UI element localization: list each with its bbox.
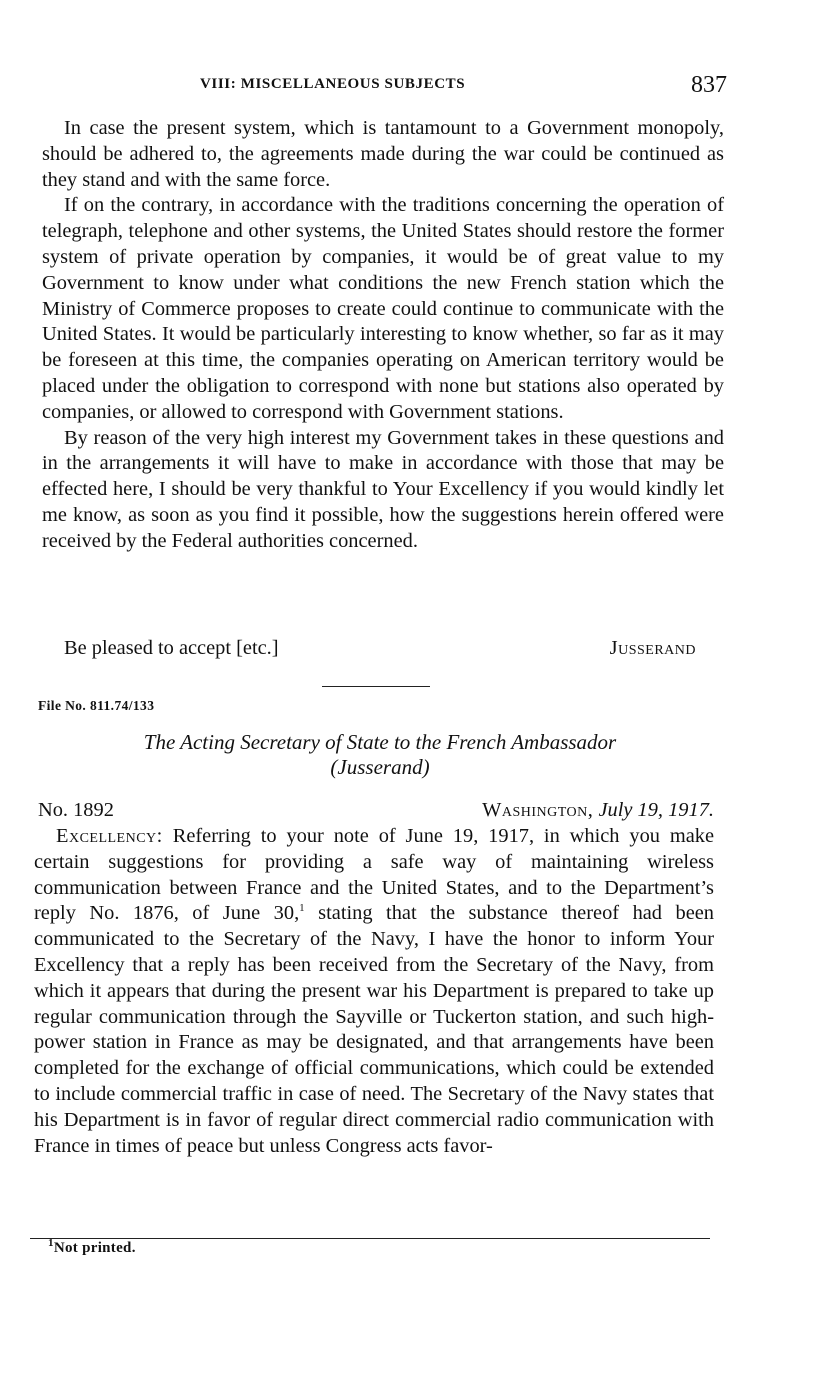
- note-body: [34, 824, 714, 1159]
- letter-body: [42, 116, 724, 555]
- document-title: [60, 730, 700, 780]
- body-text-part: stating that the substance thereof had been communicated to the Secretary of the Navy, I have the honor to inform Your Excellency that a reply has been received from the Secretary of the Navy, from which it appears that during the present war his Department is prepared to take up regular communication through the Sayville or Tuckerton station, and such high-power station in France as may be designated, and that arrangements have been completed for the exchange of official communications, which could be extended to include commercial traffic in case of need. The Secretary of the Navy states that his Department is in favor of regular direct commercial radio communication with France in times of peace but unless Congress acts favor-: [34, 902, 714, 1157]
- signature: Jusserand: [609, 637, 696, 659]
- place: Washington,: [482, 799, 594, 821]
- paragraph: By reason of the very high interest my Government takes in these questions and in the arrangements it will have to make in accordance with those that may be effected here, I should be very thankful to Your Excellency if you would kindly let me know, as soon as you find it possible, how the suggestions herein offered were received by the Federal authorities concerned.: [42, 426, 724, 552]
- running-head: VIII: MISCELLANEOUS SUBJECTS: [200, 76, 466, 92]
- file-number: File No. 811.74/133: [38, 698, 155, 713]
- closing-formula: Be pleased to accept [etc.]: [64, 637, 279, 659]
- page-header: [0, 72, 831, 102]
- document-number: No. 1892: [38, 799, 114, 821]
- title-line: (Jusserand): [330, 755, 430, 779]
- title-line: The Acting Secretary of State to the French Ambassador: [143, 730, 617, 754]
- footnote-marker: 1: [48, 1237, 54, 1249]
- salutation: Excellency:: [56, 825, 163, 847]
- paragraph: In case the present system, which is tantamount to a Government monopoly, should be adhered to, the agreements made during the war could be continued as they stand and with the same force.: [42, 117, 724, 191]
- section-divider: [322, 686, 430, 687]
- footnote-reference: 1: [299, 902, 305, 915]
- footnote-divider: [30, 1238, 710, 1239]
- footnote: [48, 1237, 136, 1257]
- date: July 19, 1917.: [598, 799, 714, 821]
- paragraph: If on the contrary, in accordance with the traditions concerning the operation of telegraph, telephone and other systems, the United States should restore the former system of private operation by companies, it would be of great value to my Government to know under what conditions the new French station which the Ministry of Commerce proposes to create could continue to communicate with the United States. It would be particularly interesting to know whether, so far as it may be foreseen at this time, the companies operating on American territory would be placed under the obligation to correspond with none but stations also operated by companies, or allowed to correspond with Government stations.: [42, 194, 724, 423]
- footnote-text: Not printed.: [53, 1240, 136, 1256]
- paragraph: [34, 824, 714, 1159]
- page-number: 837: [691, 72, 727, 98]
- place-and-date: [482, 798, 714, 824]
- body-text-part: Referring to your note of June 19, 1917, in which you make certain suggestions for providing a safe way of maintaining wireless communication between France and the United States, and to the Department’s reply No. 1876, of June 30,: [34, 825, 714, 925]
